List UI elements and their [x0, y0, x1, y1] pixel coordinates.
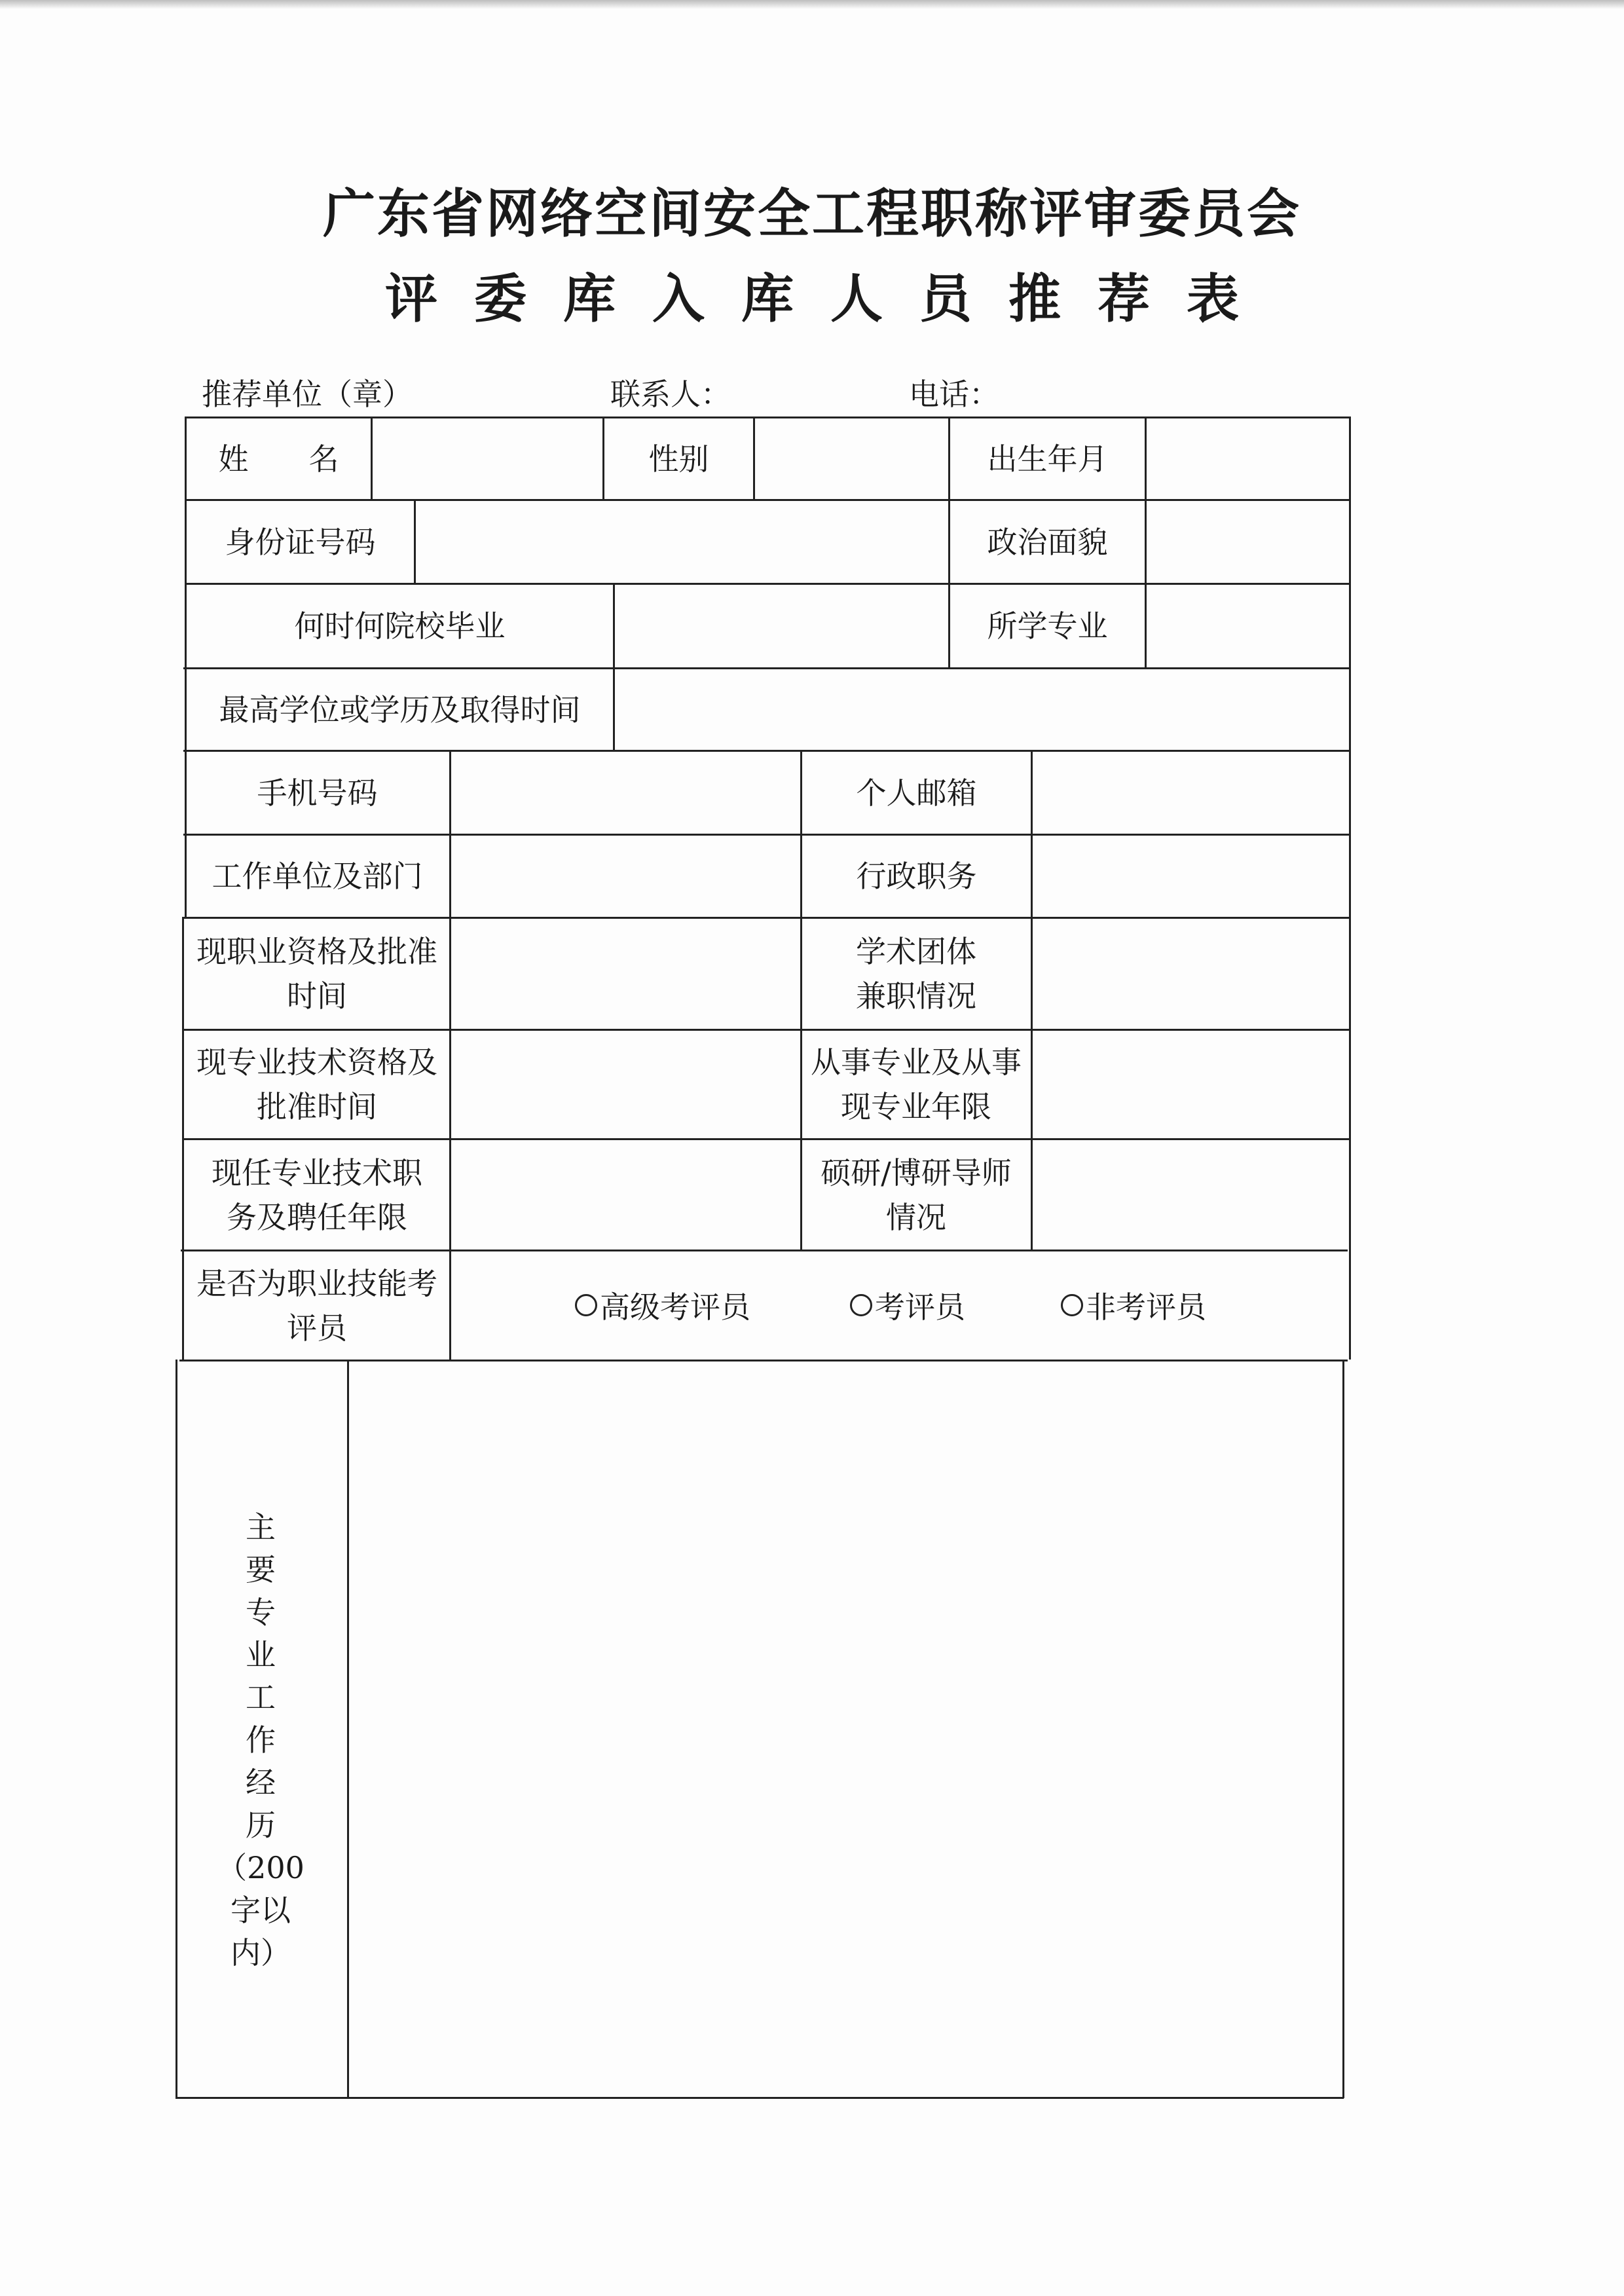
- experience-label: [182, 1506, 339, 1974]
- experience-label-char: 历: [246, 1807, 276, 1843]
- non-assessor-label: 非考评员: [1086, 1289, 1206, 1325]
- experience-label-char: 要: [246, 1552, 276, 1587]
- assessor-label: 考评员: [875, 1289, 965, 1325]
- mobile-field[interactable]: [451, 752, 800, 834]
- admin-post-field[interactable]: [1033, 836, 1349, 917]
- political-status-field[interactable]: [1147, 501, 1349, 583]
- id-number-field[interactable]: [416, 501, 948, 583]
- mobile-label: 手机号码: [257, 775, 378, 811]
- tech-post-field[interactable]: [451, 1140, 800, 1250]
- years-in-field-field[interactable]: [1033, 1031, 1349, 1138]
- major-label: 所学专业: [987, 608, 1108, 644]
- birth-label: 出生年月: [987, 441, 1108, 477]
- graduation-label: 何时何院校毕业: [294, 608, 506, 644]
- form-subtitle: 评委库入库人员推荐表: [385, 268, 1276, 329]
- highest-degree-field[interactable]: [615, 669, 1349, 750]
- recommending-unit-label: 推荐单位（章）: [202, 377, 413, 412]
- email-field[interactable]: [1033, 752, 1349, 834]
- senior-assessor-option[interactable]: [575, 1284, 750, 1327]
- gender-field[interactable]: [755, 418, 948, 499]
- employer-field[interactable]: [451, 836, 800, 917]
- employer-label: 工作单位及部门: [212, 859, 423, 894]
- assessor-option[interactable]: [850, 1284, 965, 1327]
- gender-label: 性别: [648, 441, 709, 477]
- senior-assessor-label: 高级考评员: [600, 1289, 750, 1325]
- highest-degree-label: 最高学位或学历及取得时间: [219, 692, 581, 728]
- experience-word-limit-note: （200字以内）: [217, 1850, 304, 1971]
- experience-label-char: 作: [246, 1722, 276, 1758]
- admin-post-label: 行政职务: [856, 859, 977, 894]
- email-label: 个人邮箱: [856, 775, 977, 811]
- birth-field[interactable]: [1147, 418, 1349, 499]
- id-number-label: 身份证号码: [225, 524, 376, 560]
- vocational-qualification-field[interactable]: [451, 919, 800, 1029]
- contact-person-label: 联系人：: [610, 377, 731, 412]
- tech-post-label: 现任专业技术职务及聘任年限: [212, 1155, 422, 1235]
- radio-circle-icon: [850, 1294, 872, 1316]
- years-in-field-label: 从事专业及从事现专业年限: [811, 1045, 1022, 1124]
- political-status-label: 政治面貌: [987, 524, 1108, 560]
- supervisor-field[interactable]: [1033, 1140, 1349, 1250]
- name-label: 姓 名: [218, 441, 339, 477]
- phone-label: 电话：: [909, 377, 999, 412]
- experience-label-char: 工: [246, 1680, 276, 1715]
- graduation-field[interactable]: [615, 585, 948, 667]
- tech-qualification-label: 现专业技术资格及批准时间: [196, 1045, 437, 1124]
- major-field[interactable]: [1147, 585, 1349, 667]
- vocational-qualification-label: 现职业资格及批准时间: [196, 934, 437, 1014]
- academic-groups-field[interactable]: [1033, 919, 1349, 1029]
- experience-label-char: 专: [246, 1595, 276, 1630]
- academic-groups-label: 学术团体兼职情况: [856, 934, 976, 1014]
- assessor-question-label: 是否为职业技能考评员: [196, 1265, 437, 1346]
- experience-label-char: 业: [246, 1637, 276, 1673]
- supervisor-label: 硕研/博研导师情况: [821, 1155, 1012, 1235]
- experience-field[interactable]: [349, 1361, 1342, 2097]
- radio-circle-icon: [1061, 1294, 1083, 1316]
- experience-label-char: 经: [246, 1765, 276, 1800]
- name-field[interactable]: [373, 418, 602, 499]
- tech-qualification-field[interactable]: [451, 1031, 800, 1138]
- scan-edge: [0, 0, 1624, 9]
- radio-circle-icon: [575, 1294, 597, 1316]
- form-title: 广东省网络空间安全工程职称评审委员会: [323, 183, 1301, 244]
- non-assessor-option[interactable]: [1061, 1284, 1206, 1327]
- experience-label-char: 主: [246, 1509, 276, 1545]
